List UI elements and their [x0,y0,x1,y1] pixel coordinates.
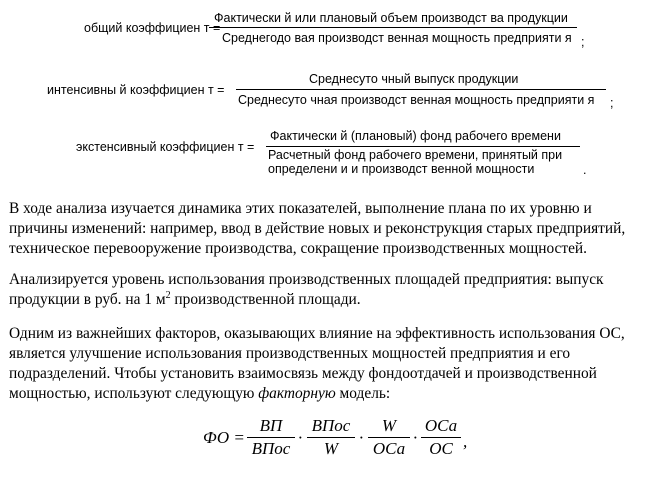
final-dot-3: · [413,428,418,447]
formula-intensive-numerator: Среднесуто чный выпуск продукции [309,72,519,86]
paragraph-factor-model-text-end: модель: [335,385,391,402]
final-formula-tail: , [463,432,468,451]
final-fraction-3-denominator: ОСа [372,439,406,458]
final-fraction-3-numerator: W [381,416,397,435]
formula-intensive-tail: ; [610,96,614,110]
formula-extensive-numerator: Фактически й (плановый) фонд рабочего времени [270,129,561,143]
factor-model-emphasis: факторную [258,385,336,402]
paragraph-factor-model-text-start: Одним из важнейших факторов, оказывающих влияние на эффективность использования ОС, является улучшение использования производственных мощностей предприятия и его подразделений. Чтобы установить взаимосвязь между фондоотдачей и производственной мощностью, используют следующую [9,325,625,402]
final-fraction-4-denominator: ОС [429,439,453,458]
formula-extensive-lhs: экстенсивный коэффициен т = [76,140,255,154]
formula-intensive-denominator: Среднесуто чная производст венная мощность предприяти я [238,93,595,107]
paragraph-analysis-dynamics-text: В ходе анализа изучается динамика этих показателей, выполнение плана по их уровню и причины изменений: например, ввод в действие новых и реконструкция старых предприятий, техническое перевооружение производства, сокращение производственных мощностей. [9,200,626,257]
final-fraction-2-denominator: W [323,439,339,458]
formula-intensive-lhs: интенсивны й коэффициен т = [47,83,225,97]
paragraph-production-areas-text-end: производственной площади. [170,291,361,308]
formula-extensive-tail: . [583,163,587,177]
formula-overall-denominator: Среднегодо вая производст венная мощность предприяти я [222,31,572,45]
formula-extensive-denominator-line-2: определени и и производст венной мощности [268,162,535,176]
formula-overall-numerator: Фактически й или плановый объем производст ва продукции [214,11,568,25]
formula-overall-lhs: общий коэффициен т = [84,21,221,35]
final-fraction-2 [307,415,355,460]
final-fraction-3 [368,415,410,460]
square-meter-superscript: 2 [165,290,171,301]
final-dot-2: · [359,428,364,447]
formula-extensive-denominator-line-1: Расчетный фонд рабочего времени, принятый при [268,148,563,162]
formula-overall-tail: ; [581,35,585,49]
final-fraction-4 [421,415,461,460]
final-fraction-2-numerator: ВПос [311,416,351,435]
final-fraction-1-numerator: ВП [259,416,283,435]
final-fraction-1-denominator: ВПос [251,439,291,458]
final-fraction-4-numerator: ОСа [424,416,458,435]
final-fraction-1 [247,415,295,460]
final-dot-1: · [298,428,303,447]
final-formula-lhs: ФО = [203,428,245,447]
paragraph-production-areas-text-start: Анализируется уровень использования производственных площадей предприятия: выпуск продукции в руб. на 1 м [9,271,604,308]
